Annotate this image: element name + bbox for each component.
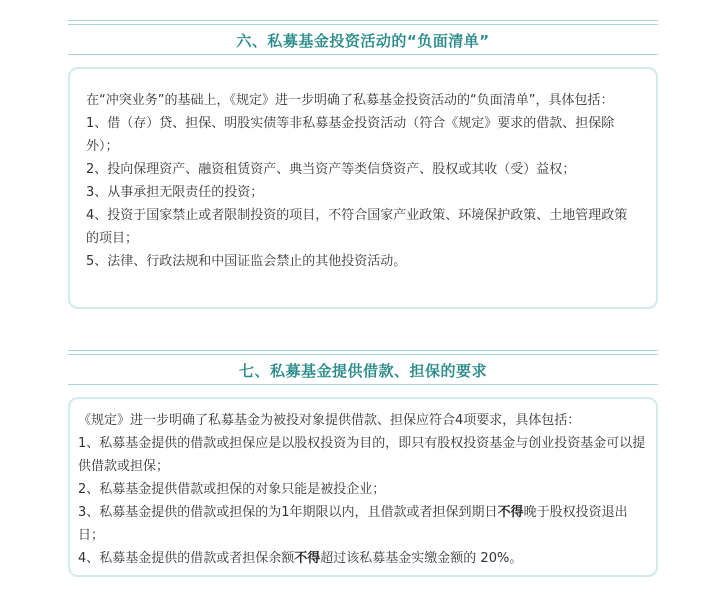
list-item: 3、从事承担无限责任的投资；: [86, 185, 264, 200]
section-6-header: [68, 18, 658, 58]
header-rule-top: [68, 350, 658, 351]
section-6-title: 六、私募基金投资活动的“负面清单”: [236, 32, 490, 50]
emphasis-text: 不得: [497, 505, 524, 520]
list-item: 1、借（存）贷、担保、明股实债等非私募基金投资活动（符合《规定》要求的借款、担保除外）；: [86, 116, 615, 154]
section-7-intro: 《规定》进一步明确了私募基金为被投对象提供借款、担保应符合4项要求，具体包括：: [78, 413, 581, 428]
header-rule-top-2: [68, 24, 658, 25]
list-item: [78, 501, 648, 547]
item-4-text-end: 超过该私募基金实缴金额的 20%。: [320, 551, 523, 566]
section-7-header: [68, 348, 658, 388]
item-3-text: 3、私募基金提供的借款或担保的为1年期限以内，且借款或者担保到期日: [78, 505, 498, 520]
section-6-box: [68, 67, 658, 309]
section-7-title: 七、私募基金提供借款、担保的要求: [238, 362, 487, 380]
list-item: 4、投资于国家禁止或者限制投资的项目，不符合国家产业政策、环境保护政策、土地管理政策的项目；: [86, 208, 628, 246]
item-4-text: 4、私募基金提供的借款或者担保余额: [78, 551, 295, 566]
header-rule-bottom: [68, 54, 658, 55]
header-rule-top: [68, 20, 658, 21]
header-rule-top-2: [68, 354, 658, 355]
section-7-box: [68, 397, 658, 577]
section-6-intro: 在“冲突业务”的基础上，《规定》进一步明确了私募基金投资活动的“负面清单”，具体包括：: [86, 93, 614, 108]
item-3-text-end: 晚于股权投资退出日；: [78, 505, 628, 543]
list-item: [78, 547, 648, 570]
list-item: 1、私募基金提供的借款或担保应是以股权投资为目的，即只有股权投资基金与创业投资基金可以提供借款或担保；: [78, 436, 646, 474]
list-item: 5、法律、行政法规和中国证监会禁止的其他投资活动。: [86, 254, 407, 269]
emphasis-text: 不得: [294, 551, 321, 566]
list-item: 2、私募基金提供借款或担保的对象只能是被投企业；: [78, 482, 386, 497]
header-rule-bottom: [68, 384, 658, 385]
list-item: 2、投向保理资产、融资租赁资产、典当资产等类信贷资产、股权或其收（受）益权；: [86, 162, 576, 177]
